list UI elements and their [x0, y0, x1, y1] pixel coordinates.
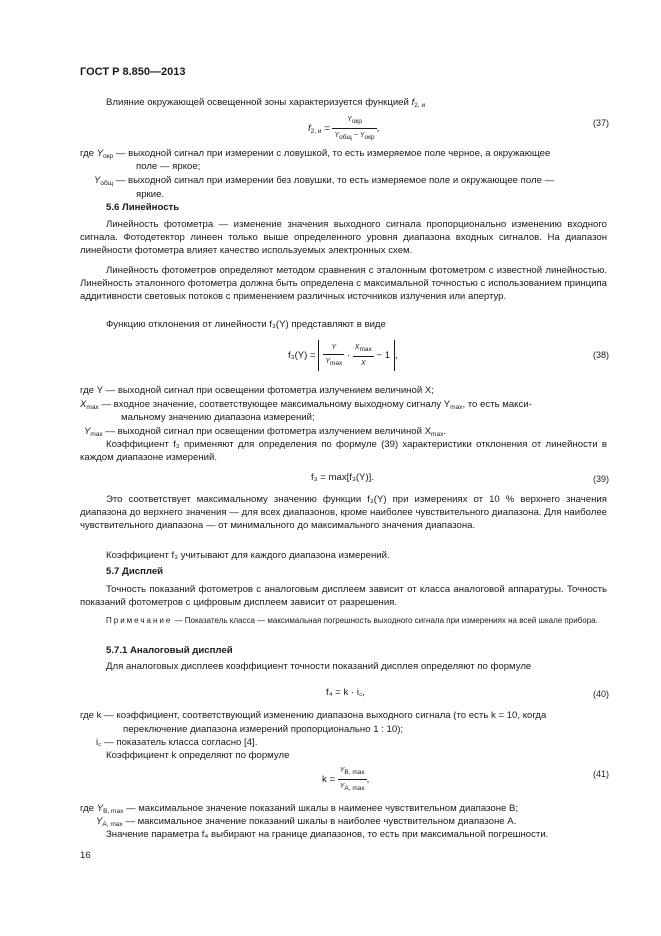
section-5-7-heading: 5.7 Дисплей [106, 566, 164, 577]
paragraph-5-6-2: Линейность фотометров определяют методом сравнения с эталонным фотометром с известной линейностью. Линейность эталонного фотометра должна быть определена с максимальной точностью с использованием принципа аддитивности световых потоков с применением различных источников излучения или апертур. [80, 265, 607, 303]
equation-number-38: (38) [592, 350, 609, 360]
equation-37: $f_{2, и}$ = $\frac{Y_{окр}}{Y_{общ} - Y_{окр}}$ , [308, 113, 379, 144]
where-40-line-2: переключение диапазона измерений пропорционально 1 : 10); [123, 724, 404, 735]
equation-number-40: (40) [592, 689, 609, 699]
equation-41: k = $\frac{Y_{B, max}}{Y_{A, max}}$ , [322, 764, 369, 795]
where-37-line-2: поле — яркое; [136, 161, 201, 172]
where-40-line-3: i꜀ — показатель класса согласно [4]. [96, 737, 258, 748]
where-41-line-2: $Y_{A, max}$ — максимальное значение показаний шкалы в наиболее чувствительном диапазоне A. [96, 816, 517, 828]
equation-40: f₄ = k · i꜀, [326, 687, 365, 698]
where-38-line-1: где Y — выходной сигнал при освещении фотометра излучением величиной X; [80, 385, 434, 396]
absolute-value-38: $\frac{Y}{Y_{max}}$ · $\frac{X_{max}}{X}$ − 1 [318, 340, 395, 371]
equation-number-41: (41) [592, 769, 609, 779]
document-header: ГОСТ Р 8.850—2013 [80, 66, 186, 78]
fraction-37: $\frac{Y_{окр}}{Y_{общ} - Y_{окр}}$ [332, 113, 376, 144]
equation-number-39: (39) [592, 474, 609, 484]
where-38-line-2: $X_{max}$ — входное значение, соответствующее максимальному выходному сигналу $Y_{max}$, то есть макси- [80, 399, 532, 411]
where-37-line-1: где $Y_{окр}$ — выходной сигнал при измерении с ловушкой, то есть измеряемое поле черное, а окружающее [80, 148, 551, 160]
paragraph-environment: Влияние окружающей освещенной зоны характеризуется функцией $f_{2, и}$ [106, 97, 426, 109]
note: Примечание — Показатель класса — максимальная погрешность выходного сигнала при измерениях на всей шкале прибора. [106, 616, 598, 625]
where-38-line-3: мальному значению диапазона измерений; [121, 412, 315, 423]
paragraph-5-6-1: Линейность фотометра — изменение значения выходного сигнала пропорционально изменению входного сигнала. Фотодетектор линеен только выше определенного уровня диапазона входных сигналов. На диапазон линейности фотометра влияет качество используемых электронных схем. [80, 219, 607, 257]
paragraph-5-6-3: Функцию отклонения от линейности f₃(Y) представляют в виде [106, 319, 386, 330]
equation-39: f₃ = max[f₃(Y)]. [311, 472, 374, 483]
paragraph-5-6-5: Это соответствует максимальному значению функции f₃(Y) при измерениях от 10 % верхнего значения диапазона до верхнего значения — для всех диапазонов, кроме наиболее чувствительного диапазона. Для наиболее чувствительного диапазона — от минимального до максимального значения диапазона. [80, 494, 607, 532]
fraction-41: $\frac{Y_{B, max}}{Y_{A, max}}$ [338, 764, 367, 795]
where-40-line-1: где k — коэффициент, соответствующий изменению диапазона выходного сигнала (то есть k = 10, когда [80, 710, 547, 721]
where-37-line-3: $Y_{общ}$ — выходной сигнал при измерении без ловушки, то есть измеряемое поле и окружающее поле — [94, 175, 555, 187]
section-5-7-1-heading: 5.7.1 Аналоговый дисплей [106, 645, 233, 656]
paragraph-5-6-4: Коэффициент f₃ применяют для определения по формуле (39) характеристики отклонения от линейности в каждом диапазоне измерений. [80, 439, 607, 464]
where-38-line-4: $Y_{max}$ — выходной сигнал при освещении фотометра излучением величиной $X_{max}$. [84, 426, 446, 438]
paragraph-5-7-1: Точность показаний фотометров с аналоговым дисплеем зависит от класса аналоговой аппаратуры. Точность показаний фотометров с цифровым дисплеем зависит от разрешения. [80, 584, 607, 609]
equation-38: f₃(Y) = $\frac{Y}{Y_{max}}$ · $\frac{X_{max}}{X}$ − 1 , [288, 340, 398, 371]
page-number: 16 [80, 850, 91, 861]
where-37-line-4: яркие. [136, 189, 165, 200]
paragraph-5-7-1-3: Значение параметра f₄ выбирают на границе диапазонов, то есть при максимальной погрешности. [106, 829, 549, 840]
equation-number-37: (37) [592, 118, 609, 128]
where-41-line-1: где $Y_{B, max}$ — максимальное значение показаний шкалы в наименее чувствительном диапазоне B; [80, 803, 519, 815]
paragraph-5-7-1-2: Коэффициент k определяют по формуле [106, 750, 290, 761]
paragraph-5-6-6: Коэффициент f₃ учитывают для каждого диапазона измерений. [106, 550, 390, 561]
paragraph-5-7-1-1: Для аналоговых дисплеев коэффициент точности показаний дисплея определяют по формуле [106, 661, 532, 672]
section-5-6-heading: 5.6 Линейность [106, 202, 180, 213]
